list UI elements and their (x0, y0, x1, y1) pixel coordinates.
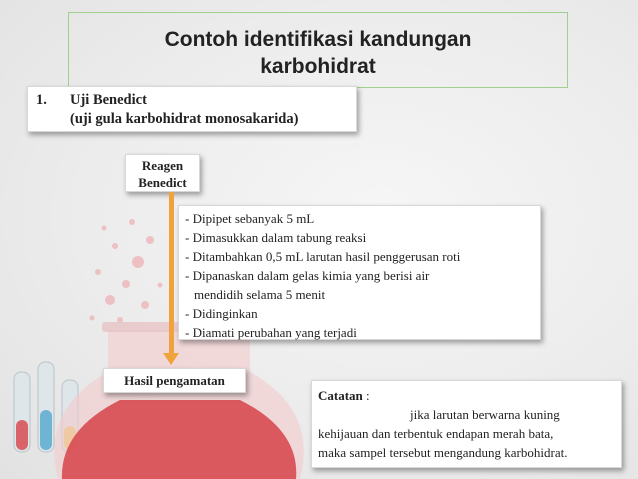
step-item: - Didinginkan (185, 306, 258, 321)
step-item: - Diamati perubahan yang terjadi (185, 325, 357, 340)
title-line-2: karbohidrat (260, 55, 376, 78)
procedure-steps-box (178, 205, 541, 340)
note-label: Catatan (318, 388, 363, 403)
note-box (311, 380, 622, 468)
note-line-1: jika larutan berwarna kuning (410, 407, 560, 422)
section-title: Uji Benedict (70, 92, 147, 108)
note-line-2: kehijauan dan terbentuk endapan merah bata, (318, 426, 554, 441)
title-line-1: Contoh identifikasi kandungan (164, 28, 472, 51)
section-indent (36, 110, 70, 129)
note-line-3: maka sampel tersebut mengandung karbohidrat. (318, 445, 568, 460)
flow-arrow-line (169, 192, 174, 354)
flow-arrow-head-icon (163, 353, 179, 365)
step-item: - Ditambahkan 0,5 mL larutan hasil penggerusan roti (185, 249, 461, 264)
reagent-line-1: Reagen (141, 158, 184, 173)
reagent-box (125, 154, 200, 192)
bubbles-decoration (90, 219, 163, 323)
note-colon: : (362, 388, 370, 403)
step-item: - Dipanaskan dalam gelas kimia yang berisi air (185, 268, 430, 283)
step-item-continuation: mendidih selama 5 menit (194, 287, 326, 302)
section-subtitle: (uji gula karbohidrat monosakarida) (70, 111, 299, 127)
flask-icon (54, 322, 304, 479)
reagent-line-2: Benedict (138, 175, 187, 190)
step-item: - Dimasukkan dalam tabung reaksi (185, 230, 367, 245)
section-number: 1. (36, 92, 47, 108)
step-item: - Dipipet sebanyak 5 mL (185, 211, 315, 226)
section-heading (27, 86, 357, 132)
page-title (68, 12, 568, 88)
result-label-box: Hasil pengamatan (103, 368, 246, 393)
